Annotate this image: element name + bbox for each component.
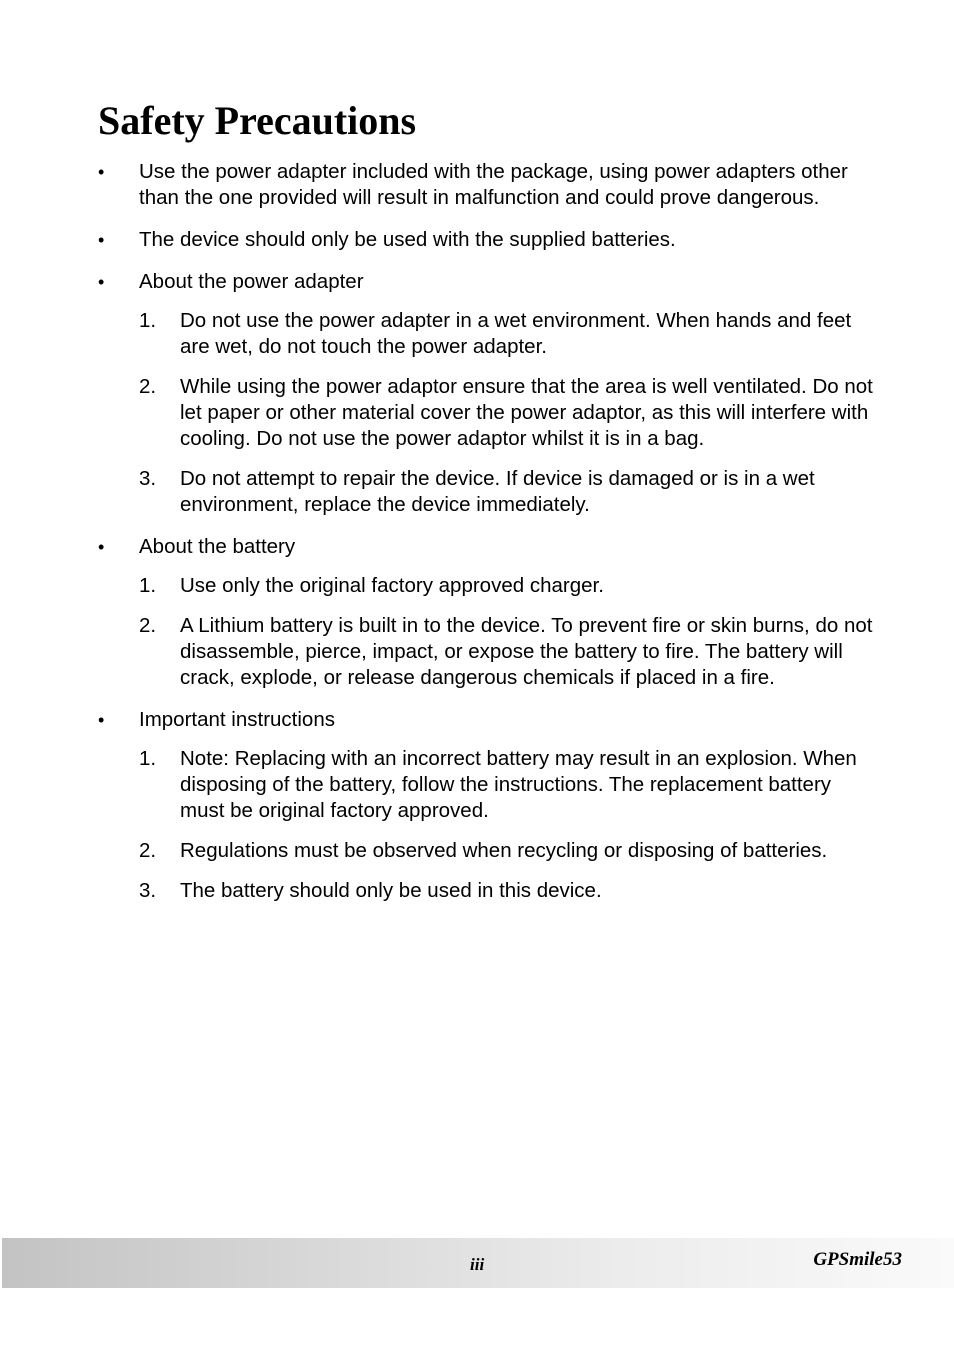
page-number: iii [470,1255,485,1274]
numbered-item [139,374,878,452]
bullet-icon: • [98,710,105,730]
bullet-icon: • [98,162,105,182]
bullet-item [98,269,878,518]
bullet-item [98,534,878,691]
bullet-text: About the power adapter [139,270,364,293]
numbered-item [139,308,878,360]
numbered-item-text: Note: Replacing with an incorrect battery may result in an explosion. When disposing of the battery, follow the instructions. The replacement battery must be original factory approved. [180,747,857,822]
numbered-list [139,573,878,691]
numbered-item-text: Regulations must be observed when recycling or disposing of batteries. [180,839,828,862]
page-footer [2,1238,954,1288]
page-title: Safety Precautions [98,98,417,143]
numbered-item-text: Do not use the power adapter in a wet environment. When hands and feet are wet, do not touch the power adapter. [180,309,852,358]
numbered-item-text: Do not attempt to repair the device. If device is damaged or is in a wet environment, replace the device immediately. [180,467,815,516]
numbered-item [139,746,878,824]
numbered-item [139,466,878,518]
numbered-item-text: Use only the original factory approved charger. [180,574,604,597]
item-number: 1. [139,747,157,770]
numbered-item [139,838,878,864]
item-number: 2. [139,375,157,398]
bullet-text: The device should only be used with the supplied batteries. [139,228,676,251]
numbered-item-text: The battery should only be used in this device. [180,879,602,902]
item-number: 2. [139,614,157,637]
numbered-item [139,613,878,691]
numbered-item [139,573,878,599]
numbered-item [139,878,878,904]
bullet-item [98,707,878,904]
item-number: 2. [139,839,157,862]
item-number: 1. [139,309,157,332]
bullet-text: Important instructions [139,708,335,731]
bullet-text: About the battery [139,535,296,558]
item-number: 3. [139,879,157,902]
item-number: 1. [139,574,157,597]
item-number: 3. [139,467,157,490]
numbered-item-text: A Lithium battery is built in to the device. To prevent fire or skin burns, do not disassemble, pierce, impact, or expose the battery to fire. The battery will crack, explode, or release dangerous chemicals if placed in a fire. [180,614,873,689]
bullet-item [98,227,878,253]
numbered-list [139,746,878,904]
product-name: GPSmile53 [813,1249,902,1270]
bullet-item [98,159,878,211]
bullet-text: Use the power adapter included with the package, using power adapters other than the one provided will result in malfunction and could prove dangerous. [139,160,848,209]
bullet-icon: • [98,230,105,250]
bullet-icon: • [98,537,105,557]
numbered-item-text: While using the power adaptor ensure that the area is well ventilated. Do not let paper or other material cover the power adaptor, as this will interfere with cooling. Do not use the power adaptor whilst it is in a bag. [180,375,873,450]
bullet-icon: • [98,272,105,292]
numbered-list [139,308,878,518]
safety-precautions-list [98,159,878,920]
